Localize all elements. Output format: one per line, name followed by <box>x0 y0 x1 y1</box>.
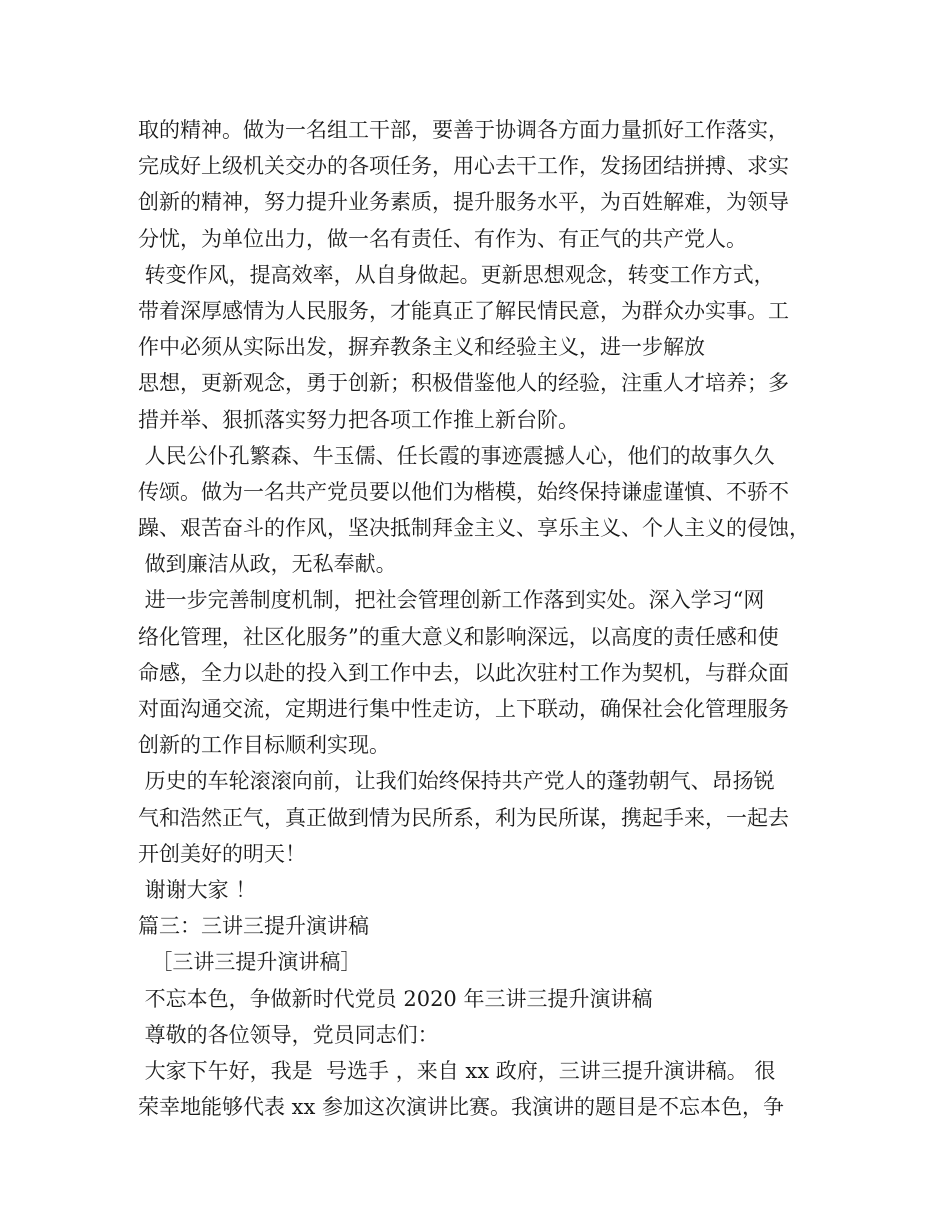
text-line: 不忘本色，争做新时代党员 2020 年三讲三提升演讲稿 <box>138 986 653 1011</box>
text-line: 带着深厚感情为人民服务，才能真正了解民情民意，为群众办实事。工 <box>138 298 789 323</box>
text-line: 完成好上级机关交办的各项任务，用心去干工作，发扬团结拼搏、求实 <box>138 154 789 179</box>
text-line: 人民公仆孔繁森、牛玉儒、任长霞的事迹震撼人心，他们的故事久久 <box>138 443 775 468</box>
text-line: 作中必须从实际出发，摒弃教条主义和经验主义，进一步解放 <box>138 335 705 360</box>
text-line: 荣幸地能够代表 xx 参加这次演讲比赛。我演讲的题目是不忘本色，争 <box>138 1095 785 1120</box>
text-line: 开创美好的明天！ <box>138 841 306 866</box>
text-line: 进一步完善制度机制，把社会管理创新工作落到实处。深入学习“网 <box>138 588 765 613</box>
text-line: 措并举、狠抓落实努力把各项工作推上新台阶。 <box>138 407 579 432</box>
text-line: 取的精神。做为一名组工干部，要善于协调各方面力量抓好工作落实， <box>138 118 789 142</box>
text-line: 尊敬的各位领导，党员同志们： <box>138 1022 439 1047</box>
text-line: 躁、艰苦奋斗的作风，坚决抵制拜金主义、享乐主义、个人主义的侵蚀， <box>138 516 810 541</box>
text-line: 大家下午好，我是 号选手 ，来自 xx 政府，三讲三提升演讲稿。 很 <box>138 1058 776 1083</box>
text-line: 谢谢大家 ！ <box>138 877 257 902</box>
section-heading: 篇三：三讲三提升演讲稿 <box>138 914 369 939</box>
text-line: 思想，更新观念，勇于创新；积极借鉴他人的经验，注重人才培养；多 <box>138 371 789 396</box>
text-line: 气和浩然正气，真正做到情为民所系，利为民所谋，携起手来，一起去 <box>138 805 789 830</box>
text-line: 分忧，为单位出力，做一名有责任、有作为、有正气的共产党人。 <box>138 226 747 251</box>
text-line: 做到廉洁从政，无私奉献。 <box>138 552 397 577</box>
document-body <box>138 112 838 1125</box>
text-line: ［三讲三提升演讲稿］ <box>138 950 362 975</box>
text-line: 对面沟通交流，定期进行集中性走访，上下联动，确保社会化管理服务 <box>138 697 789 721</box>
text-line: 创新的工作目标顺利实现。 <box>138 733 390 758</box>
text-line: 历史的车轮滚滚向前，让我们始终保持共产党人的蓬勃朝气、昂扬锐 <box>138 769 775 794</box>
text-line: 传颂。做为一名共产党员要以他们为楷模，始终保持谦虚谨慎、不骄不 <box>138 479 789 504</box>
text-line: 转变作风，提高效率，从自身做起。更新思想观念，转变工作方式， <box>138 262 775 287</box>
text-line: 创新的精神，努力提升业务素质，提升服务水平，为百姓解难，为领导 <box>138 190 789 215</box>
text-line: 络化管理，社区化服务”的重大意义和影响深远，以高度的责任感和使 <box>138 624 779 649</box>
text-line: 命感，全力以赴的投入到工作中去，以此次驻村工作为契机，与群众面 <box>138 660 789 685</box>
